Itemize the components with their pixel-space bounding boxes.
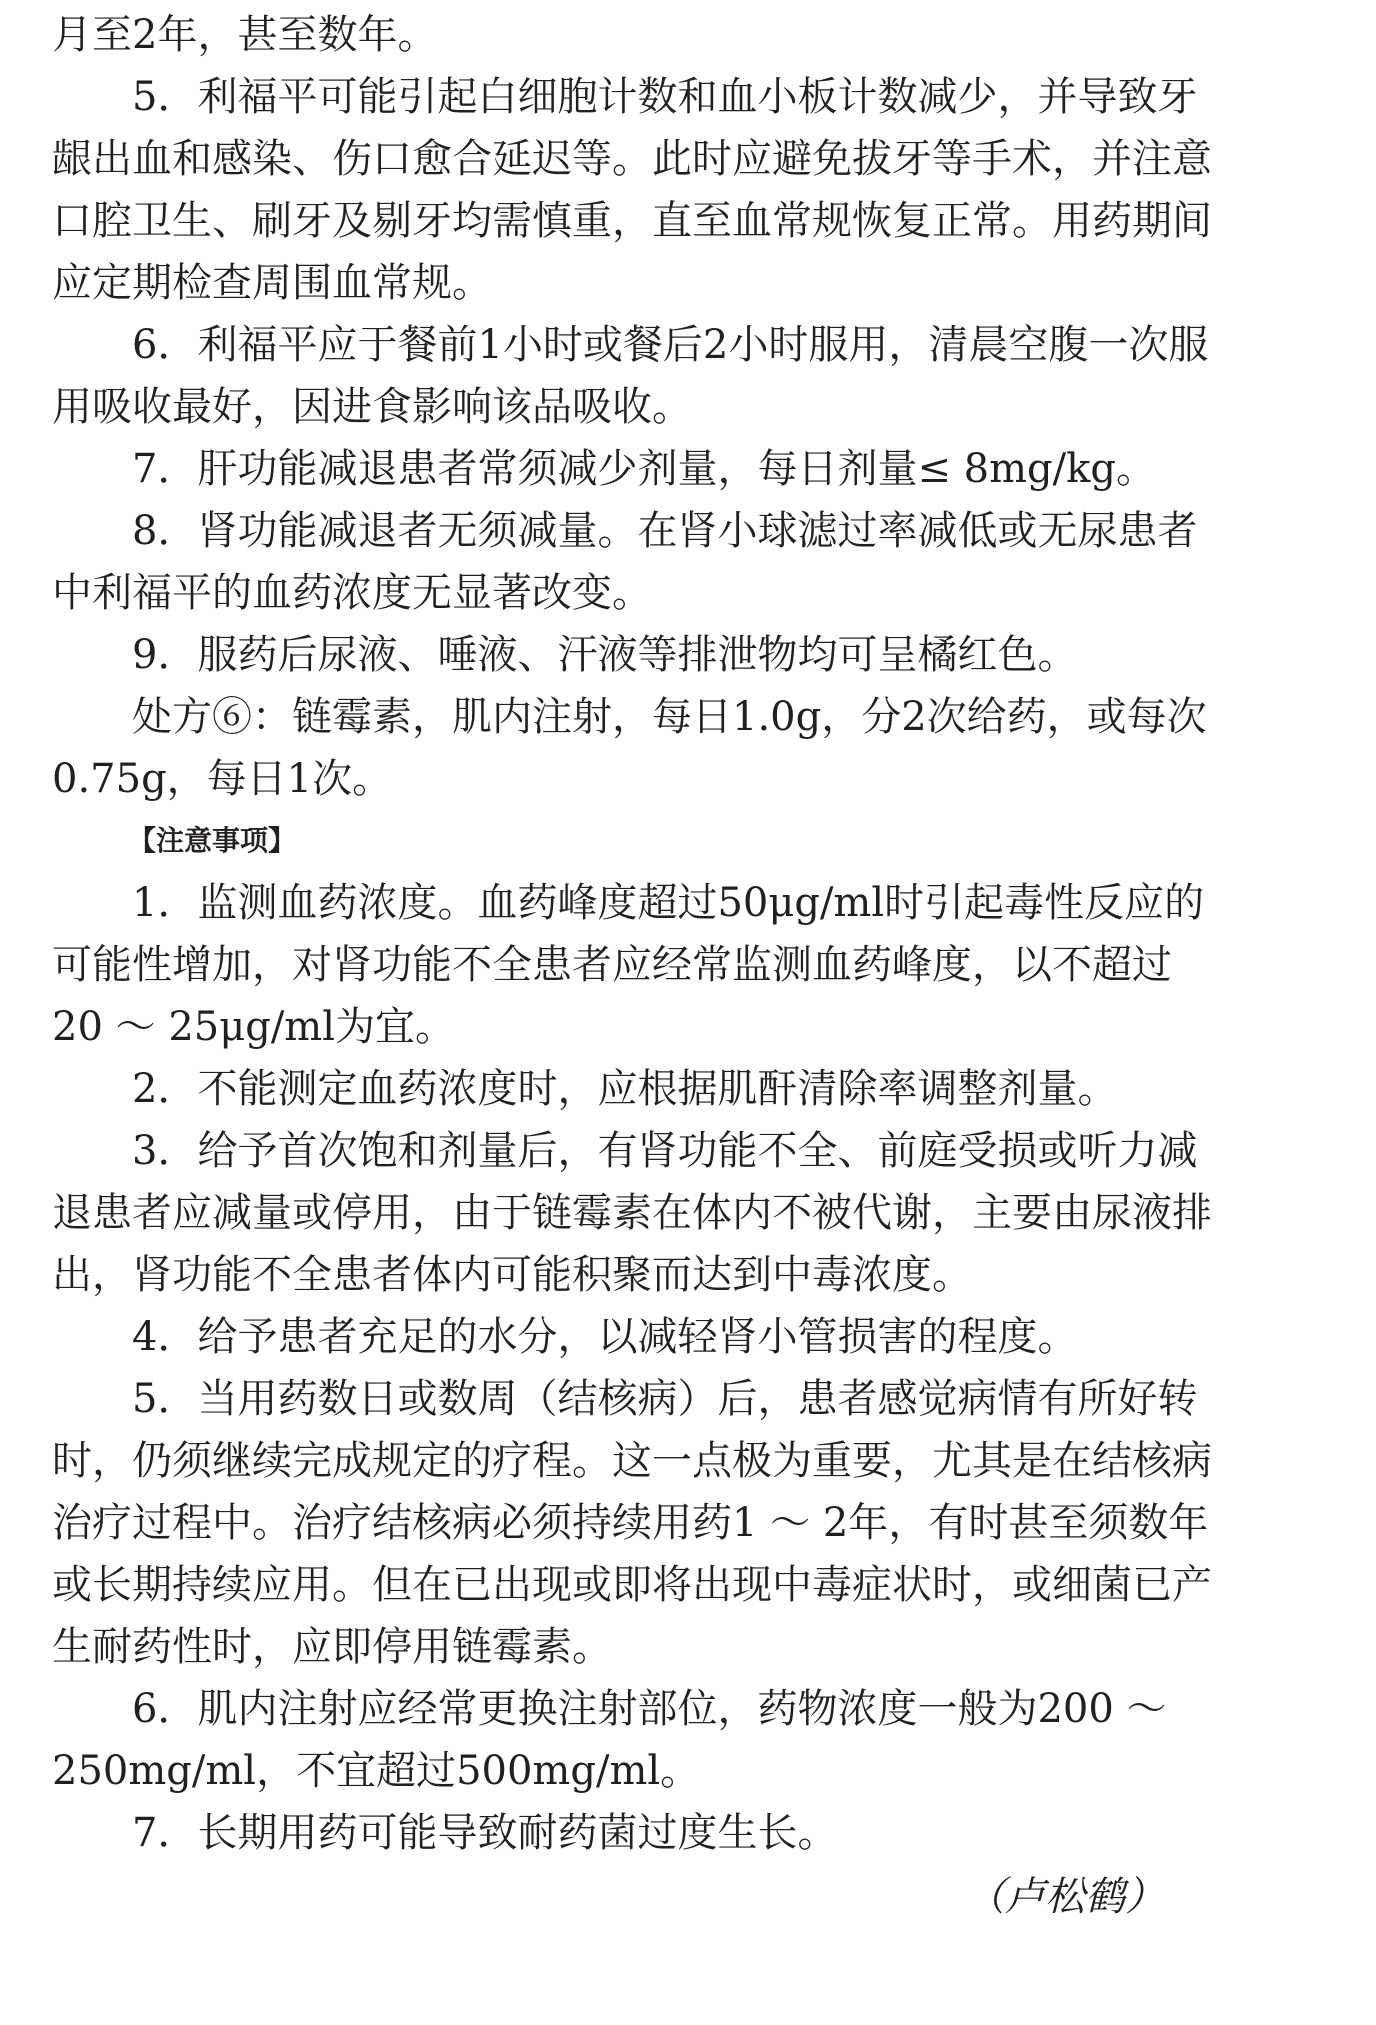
text-line: 龈出血和感染、伤口愈合延迟等。此时应避免拔牙等手术，并注意 xyxy=(52,136,1212,182)
text-line: 0.75g，每日1次。 xyxy=(52,756,393,802)
text-line: 应定期检查周围血常规。 xyxy=(52,260,492,306)
text-line: 1．监测血药浓度。血药峰度超过50μg/ml时引起毒性反应的 xyxy=(132,880,1205,926)
text-line: 250mg/ml，不宜超过500mg/ml。 xyxy=(52,1748,701,1794)
text-line: 中利福平的血药浓度无显著改变。 xyxy=(52,570,652,616)
text-line: 生耐药性时，应即停用链霉素。 xyxy=(52,1624,612,1670)
text-line: 出，肾功能不全患者体内可能积聚而达到中毒浓度。 xyxy=(52,1252,972,1298)
text-line: 7．长期用药可能导致耐药菌过度生长。 xyxy=(132,1810,838,1856)
text-line: 月至2年，甚至数年。 xyxy=(52,12,438,58)
text-line: 用吸收最好，因进食影响该品吸收。 xyxy=(52,384,692,430)
text-line: 5．当用药数日或数周（结核病）后，患者感觉病情有所好转 xyxy=(132,1376,1198,1422)
section-heading: 【注意事项】 xyxy=(128,824,297,857)
text-line: 或长期持续应用。但在已出现或即将出现中毒症状时，或细菌已产 xyxy=(52,1562,1212,1608)
text-line: 处方⑥：链霉素，肌内注射，每日1.0g，分2次给药，或每次 xyxy=(132,694,1207,740)
text-line: 9．服药后尿液、唾液、汗液等排泄物均可呈橘红色。 xyxy=(132,632,1078,678)
text-line: 5．利福平可能引起白细胞计数和血小板计数减少，并导致牙 xyxy=(132,74,1198,120)
text-line: 6．肌内注射应经常更换注射部位，药物浓度一般为200 ～ xyxy=(132,1686,1167,1732)
text-line: 口腔卫生、刷牙及剔牙均需慎重，直至血常规恢复正常。用药期间 xyxy=(52,198,1212,244)
text-line: 8．肾功能减退者无须减量。在肾小球滤过率减低或无尿患者 xyxy=(132,508,1198,554)
text-line: 治疗过程中。治疗结核病必须持续用药1 ～ 2年，有时甚至须数年 xyxy=(52,1500,1209,1546)
text-line: 2．不能测定血药浓度时，应根据肌酐清除率调整剂量。 xyxy=(132,1066,1118,1112)
text-line: 20 ～ 25μg/ml为宜。 xyxy=(52,1004,456,1050)
text-line: 退患者应减量或停用，由于链霉素在体内不被代谢，主要由尿液排 xyxy=(52,1190,1212,1236)
text-line: 7．肝功能减退患者常须减少剂量，每日剂量≤ 8mg/kg。 xyxy=(132,446,1156,492)
text-line: 可能性增加，对肾功能不全患者应经常监测血药峰度，以不超过 xyxy=(52,942,1172,988)
text-line: 6．利福平应于餐前1小时或餐后2小时服用，清晨空腹一次服 xyxy=(132,322,1209,368)
text-line: 4．给予患者充足的水分，以减轻肾小管损害的程度。 xyxy=(132,1314,1078,1360)
text-line: 时，仍须继续完成规定的疗程。这一点极为重要，尤其是在结核病 xyxy=(52,1438,1212,1484)
author-attribution: （卢松鹤） xyxy=(965,1874,1165,1920)
text-line: 3．给予首次饱和剂量后，有肾功能不全、前庭受损或听力减 xyxy=(132,1128,1198,1174)
